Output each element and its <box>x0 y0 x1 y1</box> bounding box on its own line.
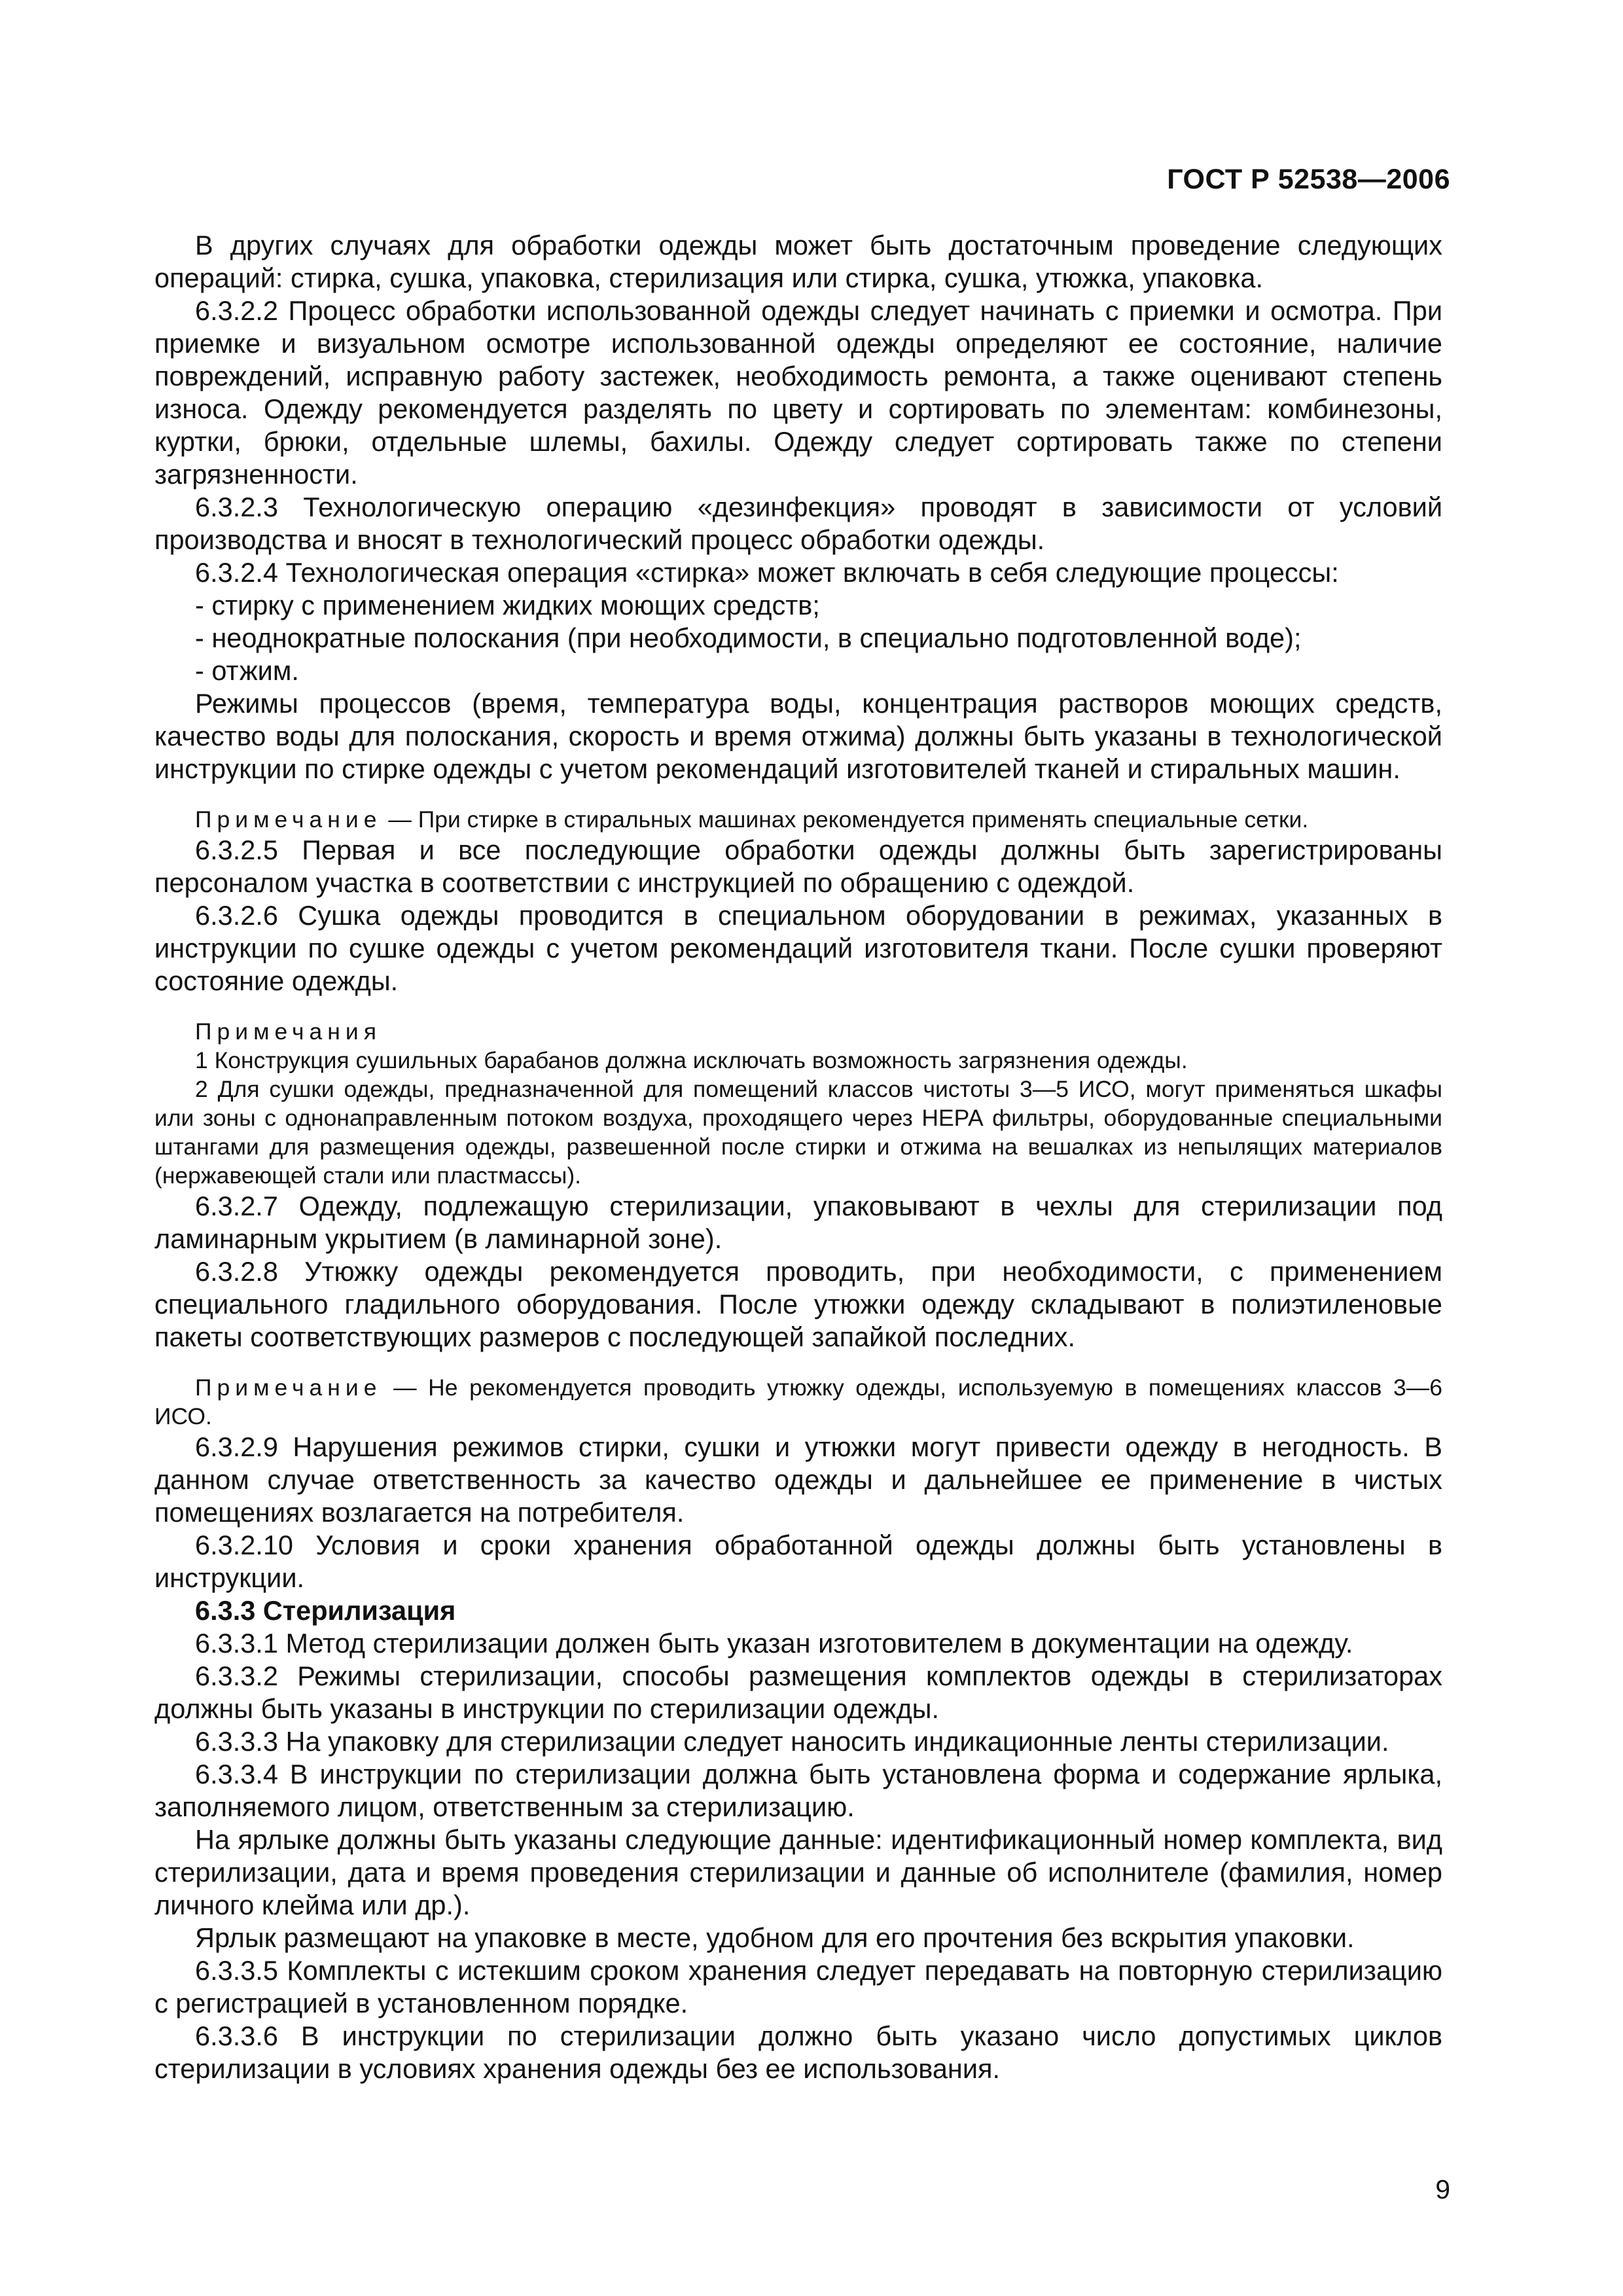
paragraph-6-3-3-6: 6.3.3.6 В инструкции по стерилизации должно быть указано число допустимых циклов стерилизации в условиях хранения одежды без ее использования. <box>154 2020 1442 2084</box>
note-item: 1 Конструкция сушильных барабанов должна исключать возможность загрязнения одежды. <box>195 1047 1188 1073</box>
note-item: 2 Для сушки одежды, предназначенной для помещений классов чистоты 3—5 ИСО, могут применяться шкафы или зоны с однонаправленным потоком воздуха, проходящего через НЕРА фильтры, оборудованные специальными штангами для размещения одежды, развешенной после стирки и отжима на вешалках из непылящих материалов (нержавеющей стали или пластмассы). <box>154 1076 1442 1189</box>
paragraph: В других случаях для обработки одежды может быть достаточным проведение следующих операций: стирка, сушка, упаковка, стерилизация или стирка, сушка, утюжка, упаковка. <box>154 230 1442 293</box>
list-item: - неоднократные полоскания (при необходимости, в специально подготовленной воде); <box>195 622 1302 653</box>
list-item: - отжим. <box>195 655 299 686</box>
note-label: Примечание <box>195 806 382 833</box>
notes-title: Примечания <box>195 1018 382 1045</box>
paragraph-6-3-3-3: 6.3.3.3 На упаковку для стерилизации следует наносить индикационные ленты стерилизации. <box>195 1726 1389 1757</box>
paragraph-6-3-2-7: 6.3.2.7 Одежду, подлежащую стерилизации, упаковывают в чехлы для стерилизации под ламинарным укрытием (в ламинарной зоне). <box>154 1191 1442 1254</box>
document-body <box>154 229 1442 2085</box>
note-text: — Не рекомендуется проводить утюжку одежды, используемую в помещениях классов 3—6 ИСО. <box>154 1374 1442 1429</box>
paragraph-6-3-3-2: 6.3.3.2 Режимы стерилизации, способы размещения комплектов одежды в стерилизаторах должны быть указаны в инструкции по стерилизации одежды. <box>154 1660 1442 1724</box>
page-number: 9 <box>1435 2174 1450 2204</box>
section-heading: 6.3.3 Стерилизация <box>195 1595 456 1626</box>
paragraph-6-3-2-8: 6.3.2.8 Утюжку одежды рекомендуется проводить, при необходимости, с применением специального гладильного оборудования. После утюжки одежду складывают в полиэтиленовые пакеты соответствующих размеров с последующей запайкой последних. <box>154 1256 1442 1352</box>
paragraph-6-3-2-3: 6.3.2.3 Технологическую операцию «дезинфекция» проводят в зависимости от условий производства и вносят в технологический процесс обработки одежды. <box>154 492 1442 555</box>
paragraph: На ярлыке должны быть указаны следующие данные: идентификационный номер комплекта, вид стерилизации, дата и время проведения стерилизации и данные об исполнителе (фамилия, номер личного клейма или др.). <box>154 1824 1442 1920</box>
paragraph-6-3-2-2: 6.3.2.2 Процесс обработки использованной одежды следует начинать с приемки и осмотра. При приемке и визуальном осмотре использованной одежды определяют ее состояние, наличие повреждений, исправную работу застежек, необходимость ремонта, а также оценивают степень износа. Одежду рекомендуется разделять по цвету и сортировать по элементам: комбинезоны, куртки, брюки, отдельные шлемы, бахилы. Одежду следует сортировать также по степени загрязненности. <box>154 295 1442 490</box>
note-label: Примечание <box>195 1374 382 1401</box>
document-header-id: ГОСТ Р 52538—2006 <box>1167 164 1450 195</box>
paragraph-6-3-2-5: 6.3.2.5 Первая и все последующие обработки одежды должны быть зарегистрированы персоналом участка в соответствии с инструкцией по обращению с одеждой. <box>154 834 1442 898</box>
note <box>154 1373 1442 1431</box>
paragraph-6-3-3-5: 6.3.3.5 Комплекты с истекшим сроком хранения следует передавать на повторную стерилизацию с регистрацией в установленном порядке. <box>154 1955 1442 2018</box>
paragraph-6-3-2-4: 6.3.2.4 Технологическая операция «стирка» может включать в себя следующие процессы: <box>195 557 1339 588</box>
paragraph: Ярлык размещают на упаковке в месте, удобном для его прочтения без вскрытия упаковки. <box>195 1922 1355 1953</box>
paragraph-6-3-3-4: 6.3.3.4 В инструкции по стерилизации должна быть установлена форма и содержание ярлыка, заполняемого лицом, ответственным за стерилизацию. <box>154 1759 1442 1822</box>
paragraph-6-3-3-1: 6.3.3.1 Метод стерилизации должен быть указан изготовителем в документации на одежду. <box>195 1628 1353 1659</box>
paragraph-6-3-2-9: 6.3.2.9 Нарушения режимов стирки, сушки и утюжки могут привести одежду в негодность. В данном случае ответственность за качество одежды и дальнейшее ее применение в чистых помещениях возлагается на потребителя. <box>154 1431 1442 1528</box>
note-text: — При стирке в стиральных машинах рекомендуется применять специальные сетки. <box>388 806 1309 833</box>
paragraph-6-3-2-6: 6.3.2.6 Сушка одежды проводится в специальном оборудовании в режимах, указанных в инструкции по сушке одежды с учетом рекомендаций изготовителя ткани. После сушки проверяют состояние одежды. <box>154 900 1442 996</box>
list-item: - стирку с применением жидких моющих средств; <box>195 590 820 620</box>
paragraph: Режимы процессов (время, температура воды, концентрация растворов моющих средств, качество воды для полоскания, скорость и время отжима) должны быть указаны в технологической инструкции по стирке одежды с учетом рекомендаций изготовителей тканей и стиральных машин. <box>154 688 1442 784</box>
paragraph-6-3-2-10: 6.3.2.10 Условия и сроки хранения обработанной одежды должны быть установлены в инструкции. <box>154 1530 1442 1593</box>
note <box>154 805 1442 834</box>
